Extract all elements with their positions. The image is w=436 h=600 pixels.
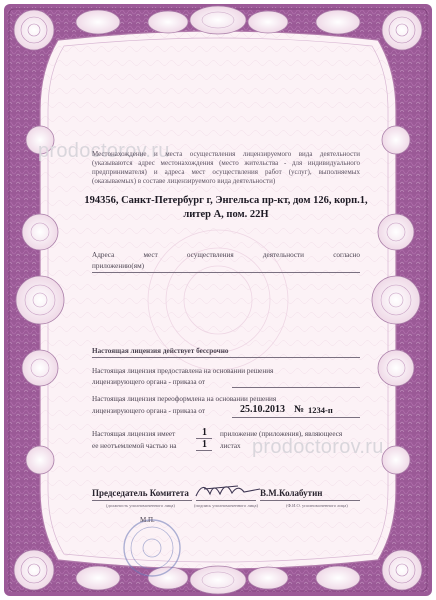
reissued-line-2: лицензирующего органа - приказа от: [92, 407, 206, 415]
granted-line-2: лицензирующего органа - приказа от: [92, 378, 206, 386]
addresses-line-2: приложению(ям): [92, 262, 145, 270]
addresses-line-1: Адреса мест осуществления деятельности согласно: [92, 251, 360, 259]
rule-granted: [232, 387, 360, 388]
granted-line-1: Настоящая лицензия предоставлена на основании решения: [92, 367, 274, 375]
rule-position: [92, 500, 192, 501]
rule-addresses: [92, 272, 360, 273]
location-caption: Местонахождение и места осуществления лицензируемого вида деятельности (указываются адрес местонахождения (место жительства - для индивидуального предпринимателя) и адреса мест осуществления работ (услуг), выполняемых (оказываемых) в составе лицензируемого вида деятельности): [92, 150, 360, 185]
watermark-bottom: prodoctorov.ru: [252, 436, 384, 458]
address-line-2: литер А, пом. 22Н: [183, 209, 269, 220]
watermark-top: prodoctorov.ru: [38, 140, 170, 162]
order-date: 25.10.2013: [240, 404, 285, 415]
annex-line-1-start: Настоящая лицензия имеет: [92, 430, 176, 438]
order-number: 1234-п: [308, 405, 333, 415]
rule-validity: [92, 357, 360, 358]
rule-sheets-count: [196, 450, 212, 451]
rule-signature: [196, 500, 256, 501]
rule-name: [260, 500, 360, 501]
caption-position: (должность уполномоченного лица): [106, 503, 175, 508]
stamp-label: М.П.: [140, 516, 155, 524]
caption-name: (Ф.И.О. уполномоченного лица): [286, 503, 348, 508]
address-line-1: 194356, Санкт-Петербург г, Энгельса пр-кт, дом 126, корп.1,: [84, 195, 368, 206]
rule-reissued: [232, 417, 360, 418]
sheets-count: 1: [202, 439, 207, 450]
caption-signature: (подпись уполномоченного лица): [194, 503, 258, 508]
validity-text: Настоящая лицензия действует бессрочно: [92, 347, 229, 355]
reissued-line-1: Настоящая лицензия переоформлена на основании решения: [92, 395, 277, 403]
signatory-name: В.М.Колабутин: [260, 488, 323, 498]
annex-line-2-start: ее неотъемлемой частью на: [92, 442, 177, 450]
annex-line-1-end: приложение (приложения), являющееся: [220, 430, 343, 438]
annex-count: 1: [202, 427, 207, 438]
chairman-title: Председатель Комитета: [92, 488, 189, 498]
rule-annex-count: [196, 438, 212, 439]
annex-line-2-end: листах: [220, 442, 241, 450]
order-sign: №: [294, 404, 305, 415]
